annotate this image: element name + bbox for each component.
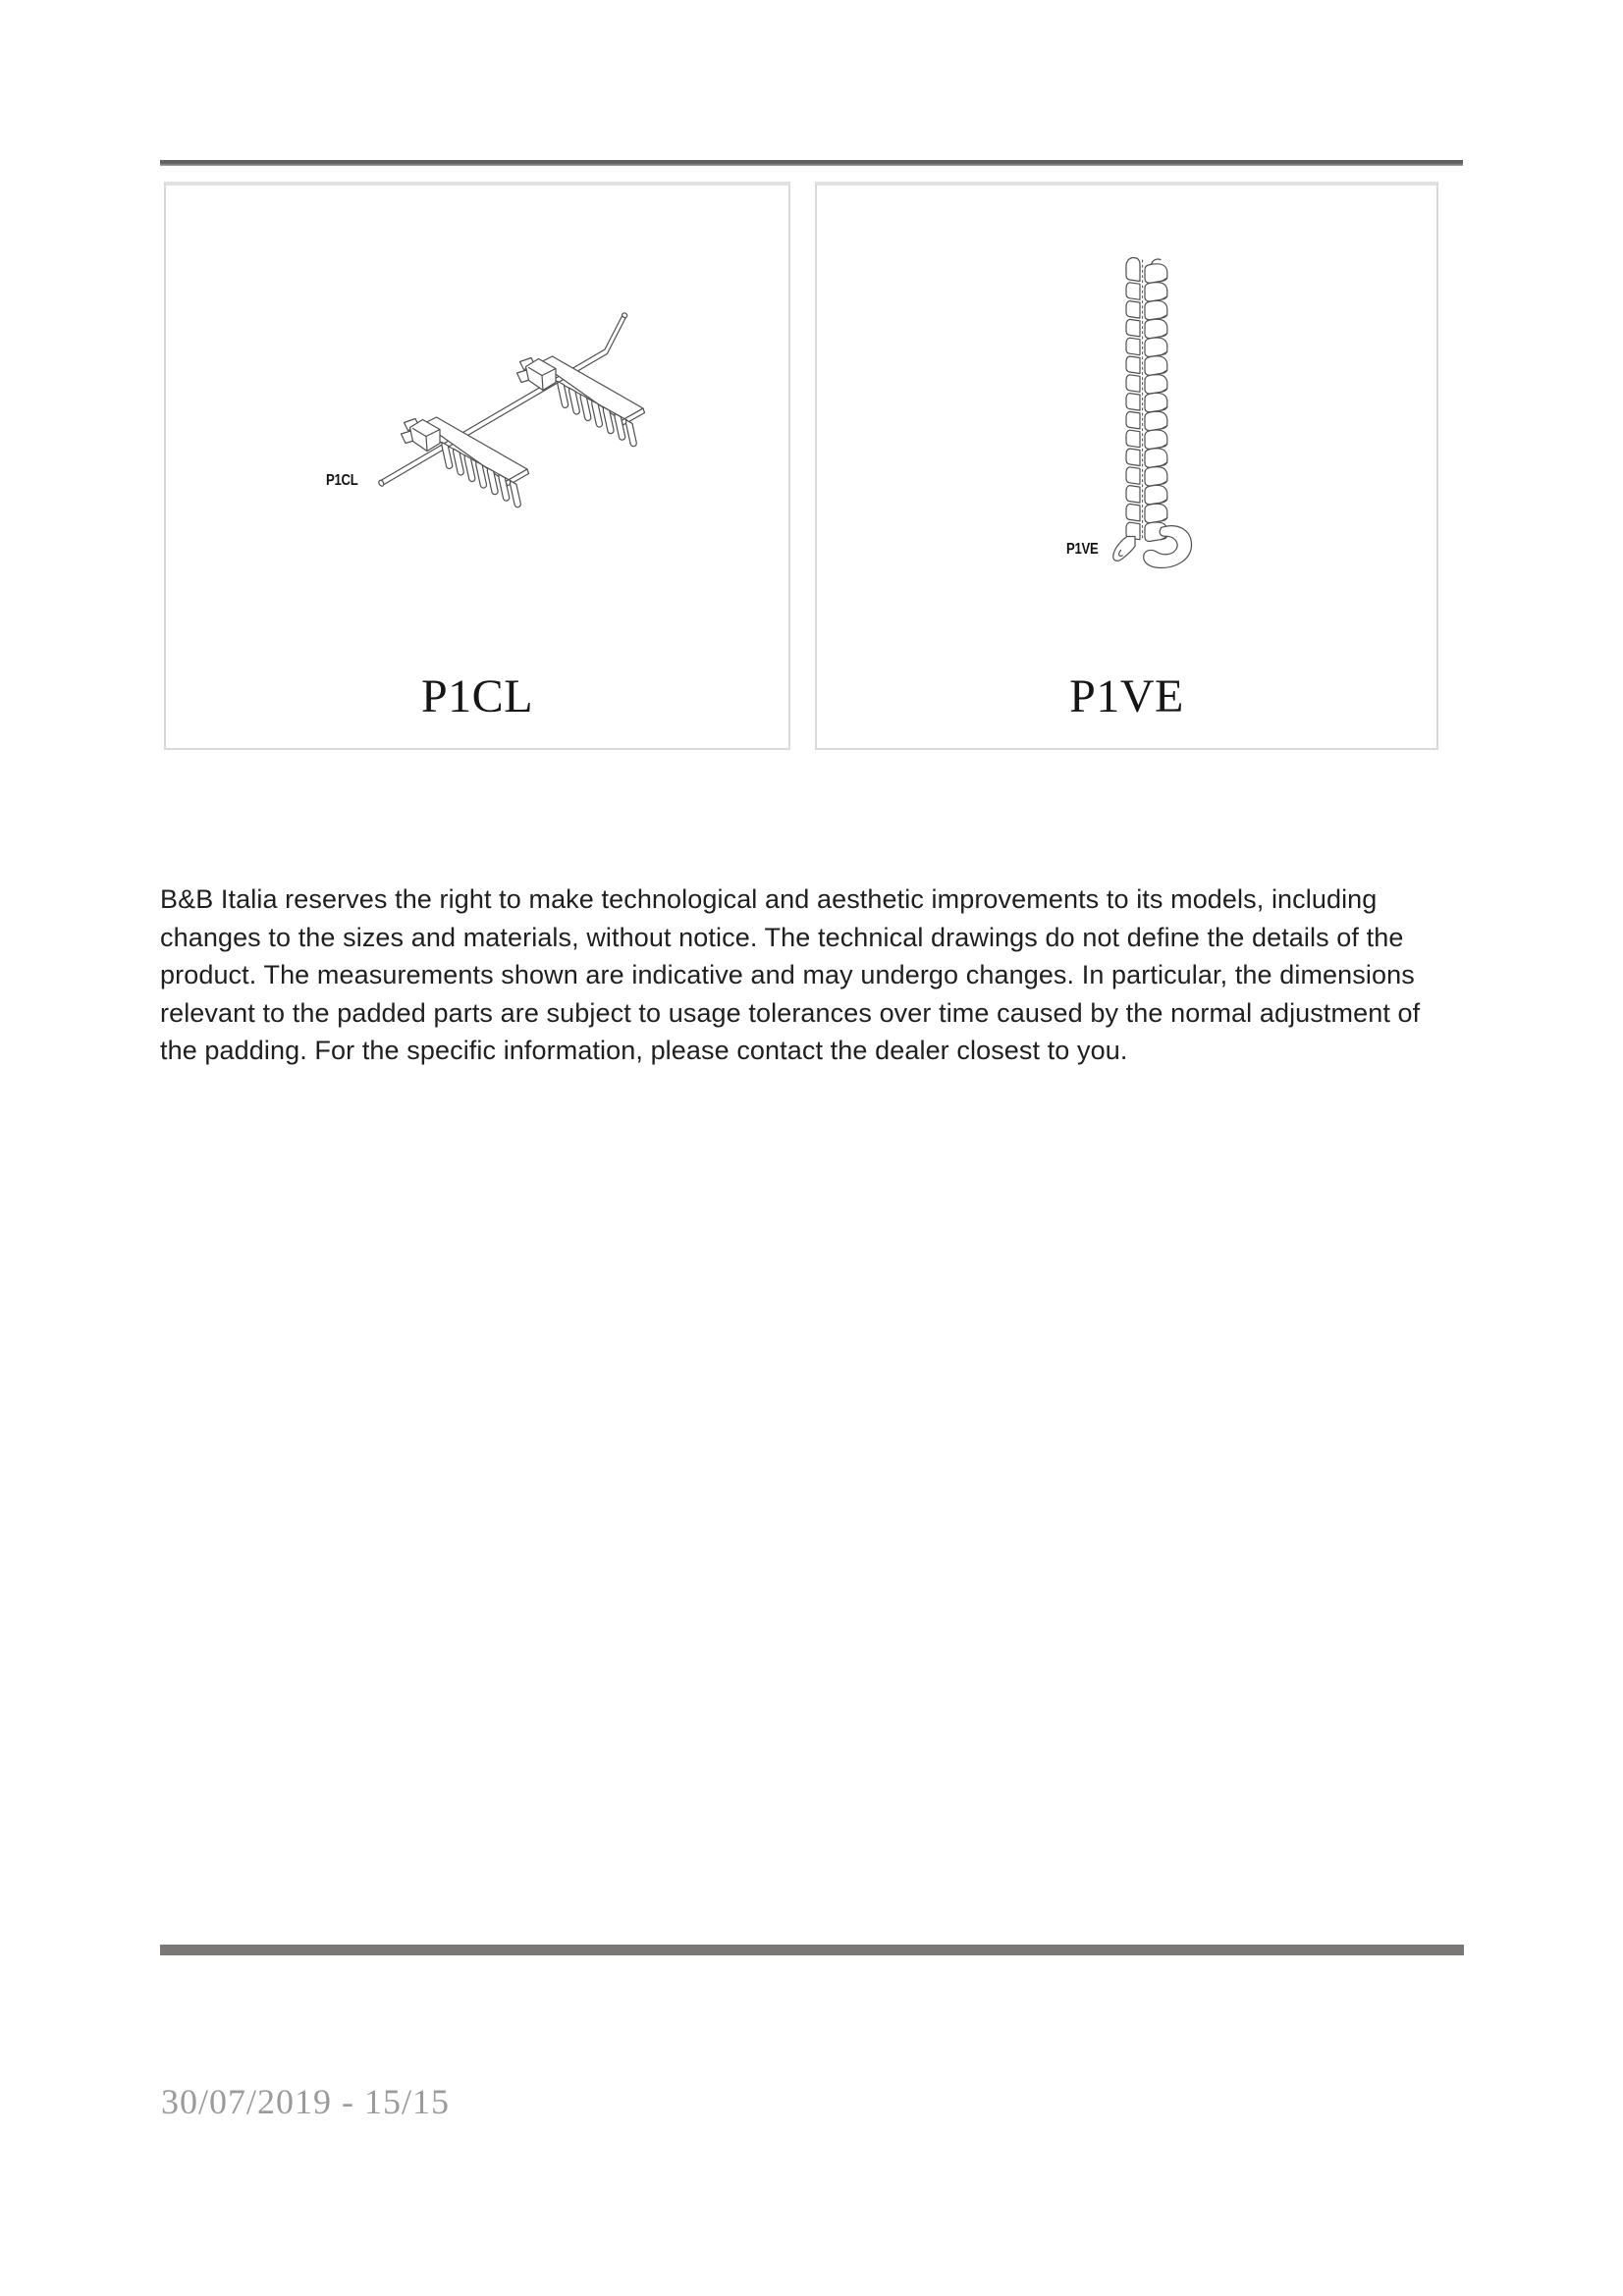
panel-p1ve	[815, 182, 1438, 750]
p1cl-technical-drawing-cable-clamp	[166, 186, 788, 748]
part-label-p1cl: P1CL	[326, 472, 358, 489]
base-left-foot	[1113, 537, 1135, 561]
spine-top-curl	[1152, 259, 1162, 264]
disclaimer-line: the padding. For the specific information, please contact the dealer closest to you.	[160, 1036, 1128, 1066]
top-horizontal-rule	[160, 160, 1463, 166]
disclaimer-line: product. The measurements shown are indicative and may undergo changes. In particular, the dimensions	[160, 960, 1415, 990]
disclaimer-paragraph	[160, 881, 1535, 1070]
disclaimer-line: relevant to the padded parts are subject to usage tolerances over time caused by the normal adjustment of	[160, 997, 1421, 1028]
bottom-horizontal-rule	[160, 1945, 1464, 1955]
spine-top-cap	[1126, 257, 1140, 270]
panel-p1cl	[164, 182, 790, 750]
disclaimer-line: changes to the sizes and materials, without notice. The technical drawings do not define the details of the	[160, 922, 1404, 952]
part-label-p1ve: P1VE	[1066, 541, 1099, 558]
disclaimer-line: B&B Italia reserves the right to make technological and aesthetic improvements to its models, including	[160, 884, 1378, 914]
panel-caption-p1ve: P1VE	[1069, 670, 1184, 722]
p1ve-technical-drawing-vertical-spine	[817, 186, 1436, 748]
panel-caption-p1cl: P1CL	[420, 670, 534, 722]
footer-date-page-number: 30/07/2019 - 15/15	[161, 2082, 450, 2121]
vertebra-segments	[1126, 264, 1167, 542]
